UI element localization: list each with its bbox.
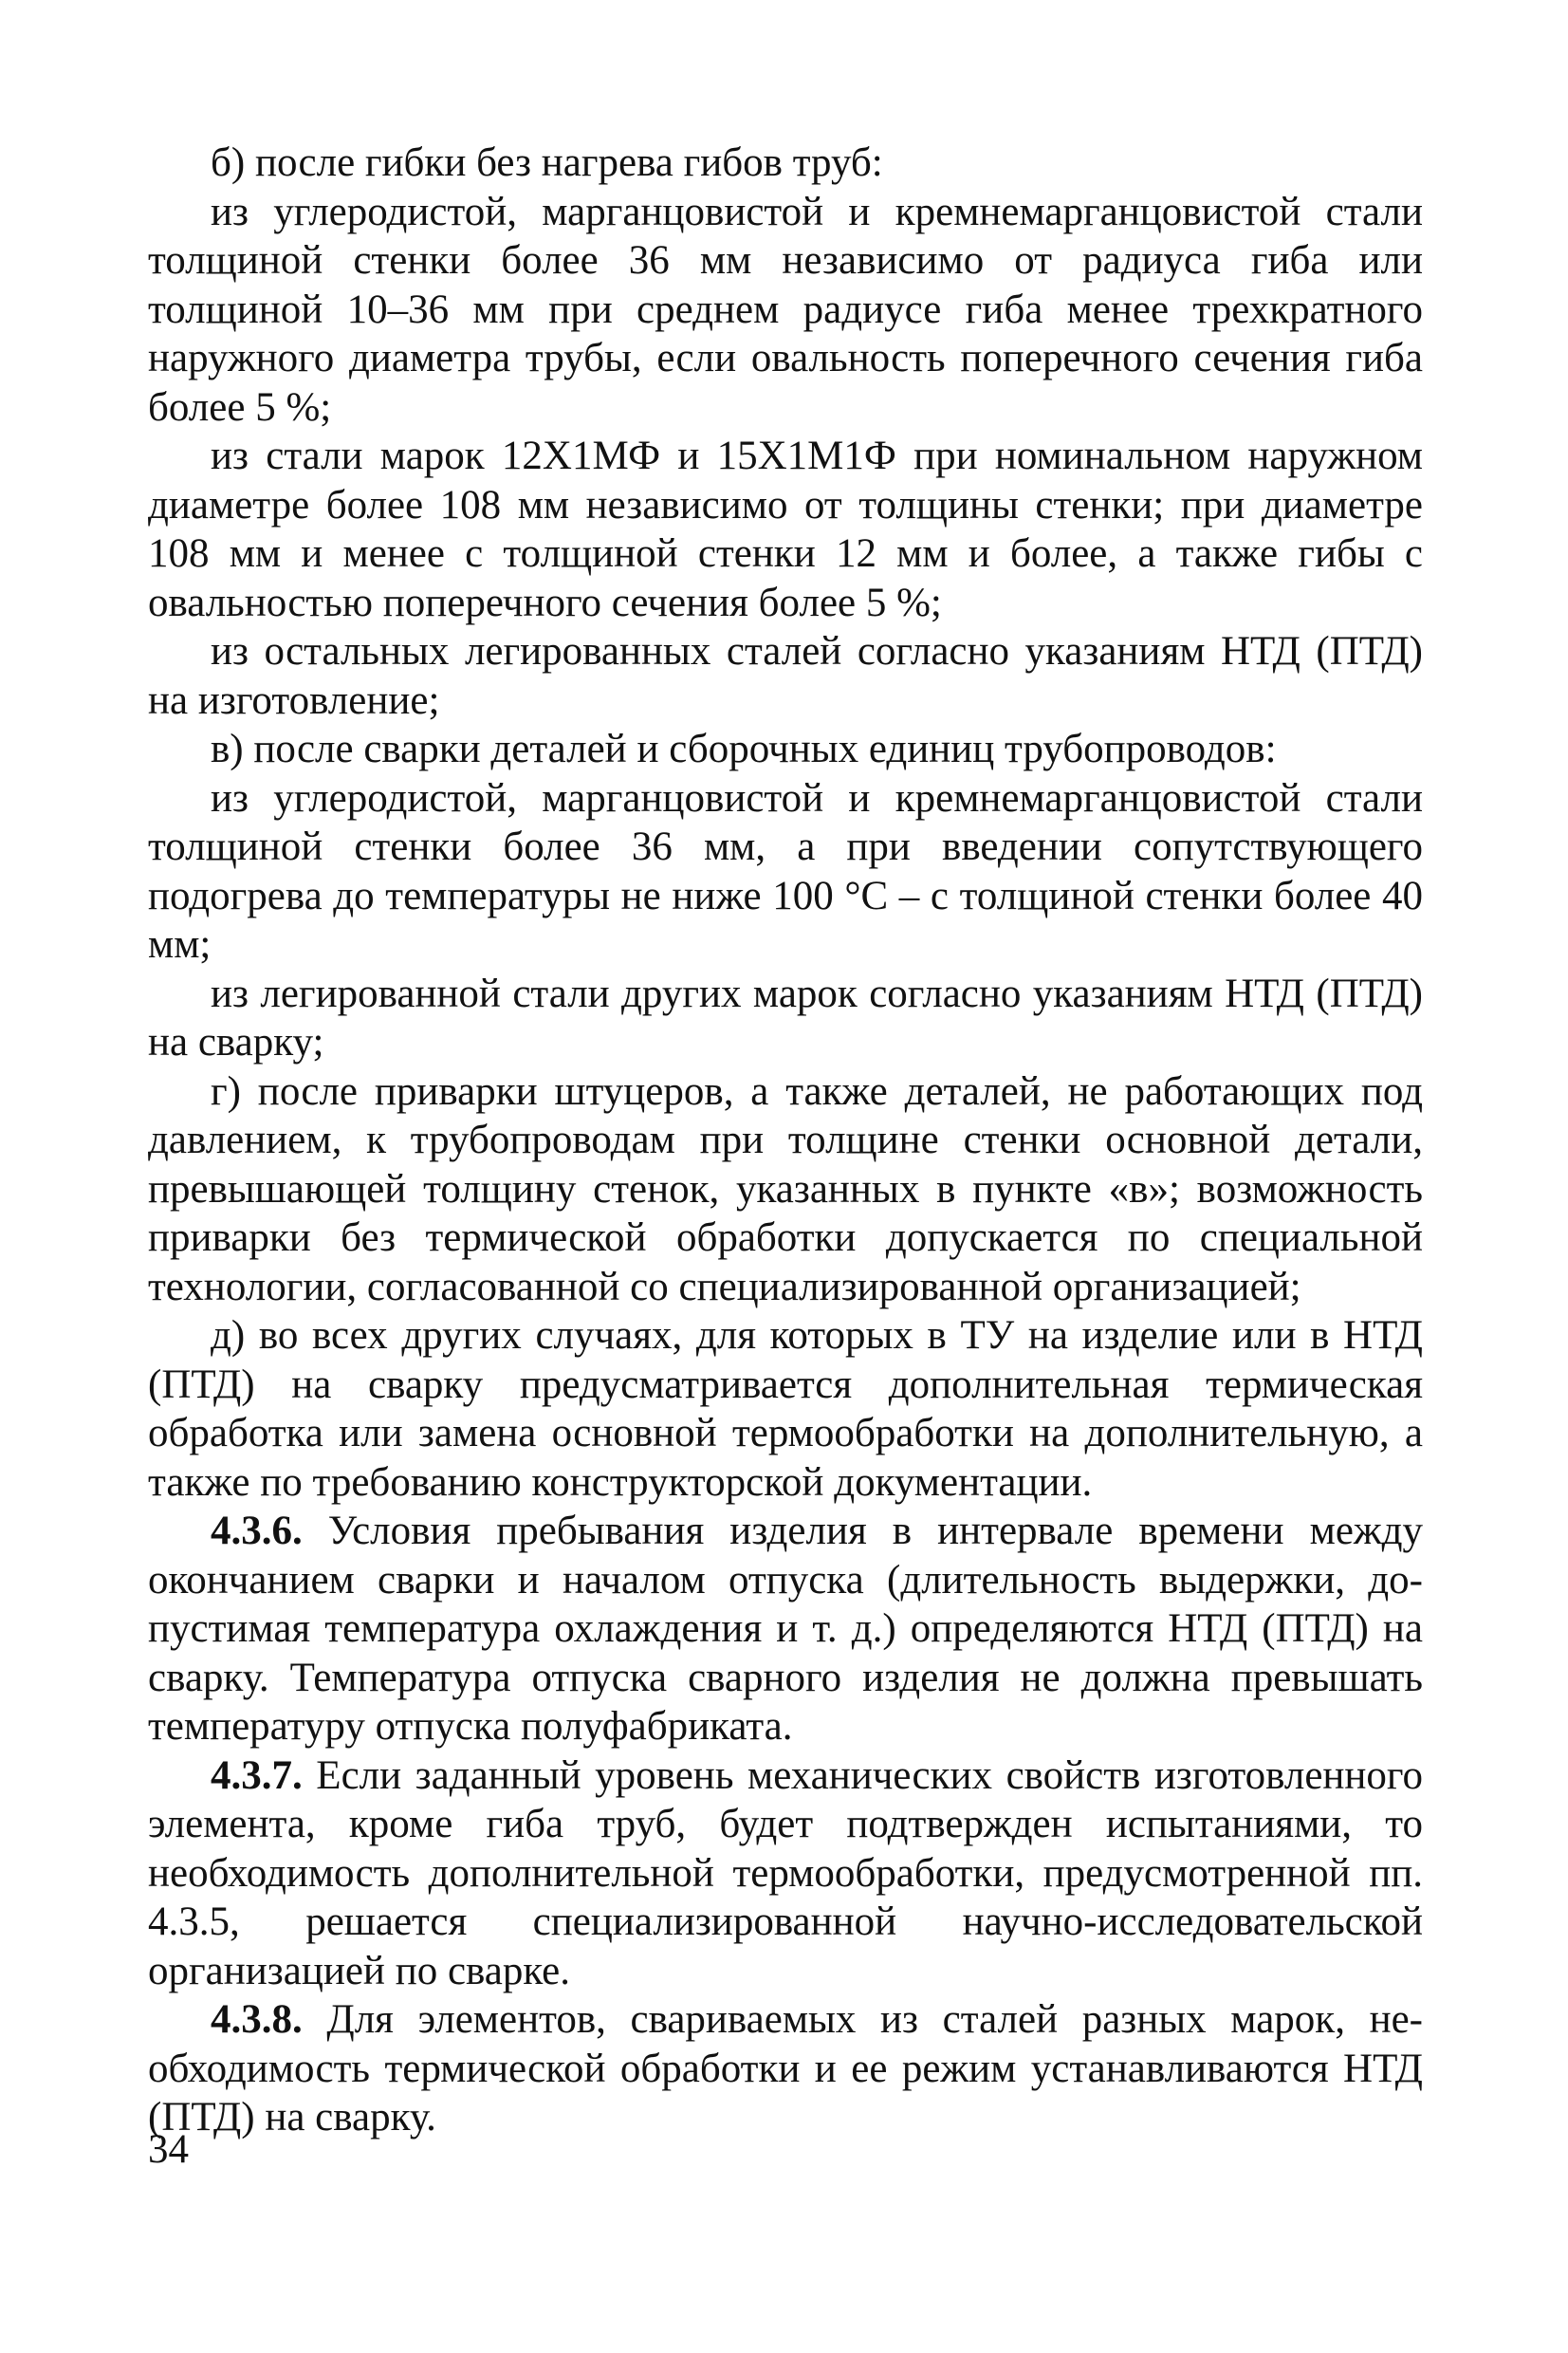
clause-number: 4.3.8. xyxy=(211,1997,303,2042)
paragraph-text: Условия пребывания изделия в интервале времени между окончанием сварки и началом отпуска (длительность выдержки, допустимая температура охлаждения и т. д.) определяются НТД (ПТД) на сварку. Температура отпуска сварного изделия не должна превышать температуру отпуска полуфабриката. xyxy=(148,1509,1423,1749)
clause-number: 4.3.6. xyxy=(211,1509,303,1553)
paragraph-text: из остальных легированных сталей согласно указаниям НТД (ПТД) на изготовление; xyxy=(148,629,1423,723)
paragraph-b-carbon-steel xyxy=(148,188,1423,433)
paragraph-text: из углеродистой, марганцовистой и кремнемарганцовистой стали толщиной стенки более 36 мм независимо от радиуса гиба или толщиной 10–36 мм при среднем радиусе гиба менее трехкратного наружного диаметра трубы, если овальность поперечного сечения гиба более 5 %; xyxy=(148,189,1423,430)
body-text xyxy=(148,139,1423,2142)
paragraph-v-carbon-steel xyxy=(148,774,1423,970)
paragraph-text: в) после сварки деталей и сборочных единиц трубопроводов: xyxy=(211,727,1277,771)
clause-4-3-8 xyxy=(148,1995,1423,2142)
paragraph-text: г) после приварки штуцеров, а также деталей, не работающих под давлением, к трубопроводам при толщине стенки основной детали, превышающей толщину стенок, указанных в пункте «в»; возможность приварки без термической обработки допускается по специальной технологии, согласованной со специализированной организацией; xyxy=(148,1068,1423,1309)
paragraph-text: Для элементов, свариваемых из сталей разных марок, необходимость термической обработки и ее режим устанавливаются НТД (ПТД) на сварку. xyxy=(148,1997,1423,2140)
clause-number: 4.3.7. xyxy=(211,1752,303,1798)
paragraph-b-heading xyxy=(148,139,1423,188)
paragraph-text: Если заданный уровень механических свойств изготовленного элемента, кроме гиба труб, будет подтвержден испытаниями, то необходимость дополнительной термообработки, предусмотренной пп. 4.3.5, решается специализированной научно-исследовательской организацией по сварке. xyxy=(148,1752,1423,1993)
paragraph-v-heading xyxy=(148,725,1423,774)
paragraph-v-alloy-steel xyxy=(148,970,1423,1067)
paragraph-text: б) после гибки без нагрева гибов труб: xyxy=(211,140,883,185)
paragraph-b-alloy-steels xyxy=(148,627,1423,725)
paragraph-text: д) во всех других случаях, для которых в ТУ на изделие или в НТД (ПТД) на сварку предусматривается дополнительная термическая обработка или замена основной термообработки на дополнительную, а также по требованию конструкторской документации. xyxy=(148,1313,1423,1505)
paragraph-text: из легированной стали других марок согласно указаниям НТД (ПТД) на сварку; xyxy=(148,971,1423,1065)
paragraph-d-other-cases xyxy=(148,1311,1423,1507)
paragraph-text: из углеродистой, марганцовистой и кремнемарганцовистой стали толщиной стенки более 36 мм, а при введении сопутствующего подогрева до температуры не ниже 100 °С – с толщиной стенки более 40 мм; xyxy=(148,775,1423,967)
clause-4-3-6 xyxy=(148,1507,1423,1751)
page-number: 34 xyxy=(148,2127,189,2172)
paragraph-b-steel-grades xyxy=(148,432,1423,627)
paragraph-g-fittings xyxy=(148,1067,1423,1312)
clause-4-3-7 xyxy=(148,1751,1423,1996)
paragraph-text: из стали марок 12Х1МФ и 15Х1М1Ф при номинальном наружном диаметре более 108 мм независимо от толщины стенки; при диаметре 108 мм и менее с толщиной стенки 12 мм и более, а также гибы с овальностью поперечного сечения более 5 %; xyxy=(148,434,1423,625)
